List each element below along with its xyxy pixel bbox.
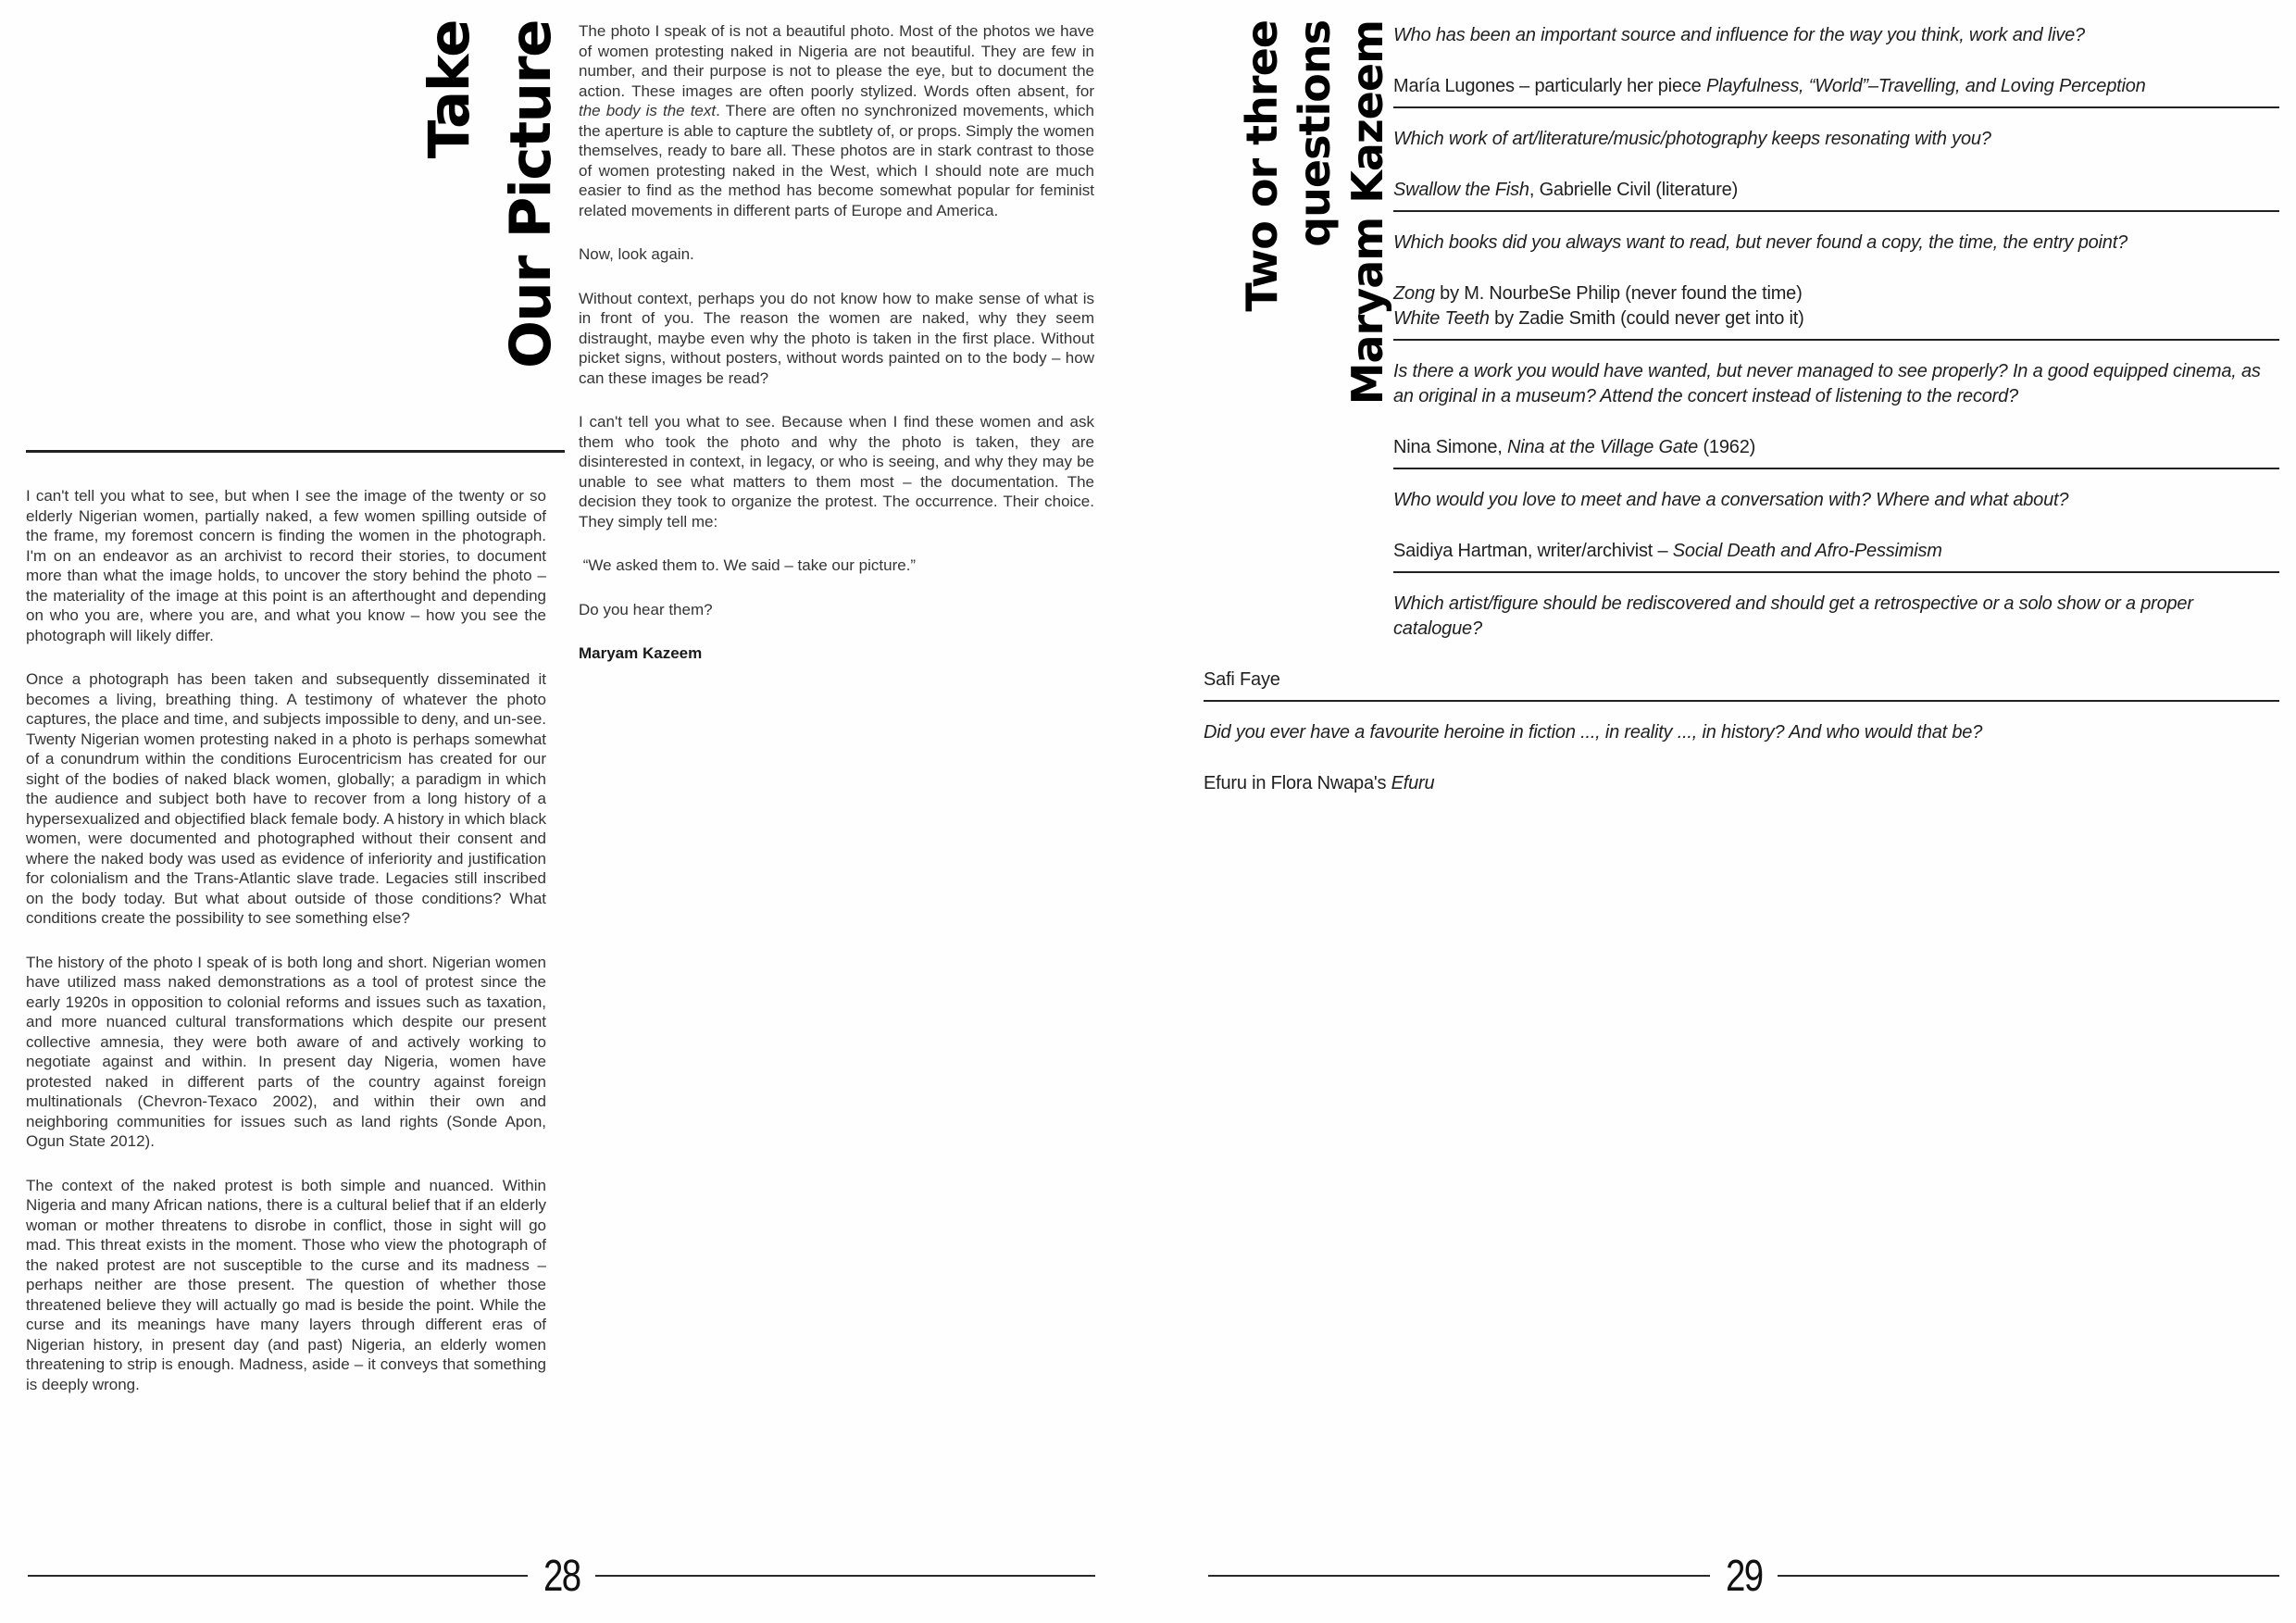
paragraph [579,289,1094,389]
title-line: Two or three [1237,20,1287,312]
paragraph [579,244,1094,265]
qa-question: Which work of art/literature/music/photography keeps resonating with you? [1393,129,1991,149]
text-run: Now, look again. [579,245,694,263]
italic-text-run: Zong [1393,283,1435,304]
title-line: Take [417,20,482,159]
qa-divider-rule [1204,700,2279,702]
paragraph [26,1176,546,1395]
qa-question: Which books did you always want to read, but never found a copy, the time, the entry point? [1393,232,2128,253]
text-run: I can't tell you what to see, but when I see the image of the twenty or so elderly Nigerian women, partially naked, a few women spilling outside of the frame, my foremost concern is finding the women in the photograph. I'm on an endeavor as an archivist to record their stories, to document more than what the image holds, to uncover the story behind the photo – the materiality of the image at this point is an afterthought and depending on who you are, where you are, and what you know – how you see the photograph will likely differ. [26,487,546,644]
text-run: Saidiya Hartman, writer/archivist – [1393,541,1673,561]
italic-text-run: Playfulness, “World”–Travelling, and Loving Perception [1705,76,2146,96]
text-run: Once a photograph has been taken and subsequently disseminated it becomes a living, breathing thing. A testimony of whatever the photo captures, the place and time, and subjects impossible to deny, and un-see. Twenty Nigerian women protesting naked in a photo is perhaps somewhat of a conundrum within the conditions Eurocentricism has created for our sight of the bodies of naked black women, globally; a paradigm in which the audience and subject both have to recover from a long history of a hypersexualized and objectified black female body. A history in which black women, were documented and photographed without their consent and where the naked body was used as evidence of inferiority and justification for colonialism and the Trans-Atlantic slave trade. Legacies still inscribed on the body today. But what about outside of those conditions? What conditions create the possibility to see something else? [26,670,546,927]
left-page-title [409,20,572,456]
text-run: The history of the photo I speak of is both long and short. Nigerian women have utilized mass naked demonstrations as a tool of protest since the early 1920s in opposition to colonial reforms and issues such as taxation, and more nuanced cultural transformations which despite our present collective amnesia, they were both aware of and actively working to negotiate against and within. In present day Nigeria, women have protested naked in different parts of the country against foreign multinationals (Chevron-Texaco 2002), and within their own and neighboring communities for issues such as land rights (Sonde Apon, Ogun State 2012). [26,953,546,1150]
paragraph [26,486,546,645]
footer-line [28,1575,528,1577]
qa-divider-rule [1393,571,2279,573]
text-run: . There are often no synchronized movements, which the aperture is able to capture the subtlety of, or props. Simply the women themselves, ready to bare all. These photos are in stark contrast to those of women protesting naked in the West, which I should note are much easier to find as the method has become somewhat popular for feminist related movements in different parts of Europe and America. [579,102,1094,219]
paragraph [579,412,1094,531]
text-run: (1962) [1698,437,1756,457]
qa-answer [1204,771,2279,796]
text-run: Efuru in Flora Nwapa's [1204,773,1391,793]
qa-answer [1204,668,2279,693]
left-column-1 [26,486,546,1418]
text-run: by Zadie Smith (could never get into it) [1489,308,1804,329]
qa-divider-rule [1393,468,2279,469]
qa-answer-line [1204,668,2279,693]
qa-divider-rule [1393,210,2279,212]
text-run: I can't tell you what to see. Because when I find these women and ask them who took the photo and why the photo is taken, they are disinterested in context, in legacy, or who is seeing, and why they may be unable to see what matters to them most – the documentation. The decision they took to organize the protest. The occurrence. Their choice. They simply tell me: [579,413,1094,531]
text-run: The context of the naked protest is both simple and nuanced. Within Nigeria and many African nations, there is a cultural belief that if an elderly woman or mother threatens to disrobe in conflict, those in sight will go mad. This threat exists in the moment. Those who view the photograph of the naked protest are not susceptible to the curse and its madness – perhaps neither are those present. The question of whether those threatened believe they will actually go mad is beside the point. While the curse and its meanings have many layers through different eras of Nigerian history, in present day (and past) Nigeria, an elderly women threatening to strip is enough. Madness, aside – it conveys that something is deeply wrong. [26,1176,546,1393]
paragraph [26,669,546,929]
paragraph [579,21,1094,220]
italic-text-run: White Teeth [1393,308,1490,329]
left-column-2 [579,21,1094,688]
footer-line [595,1575,1095,1577]
left-page-footer [28,1550,1095,1602]
title-line: Our Picture [498,20,564,368]
paragraph [579,556,1094,576]
title-line: Maryam Kazeem [1342,20,1392,406]
bold-text-run: Maryam Kazeem [579,644,703,662]
title-spacer [1204,23,1393,653]
right-page-footer [1208,1550,2279,1602]
footer-line [1778,1575,2279,1577]
qa-answer-line [1204,771,2279,796]
left-column-rule [26,450,565,453]
text-run: María Lugones – particularly her piece [1393,76,1706,96]
text-run: Without context, perhaps you do not know how to make sense of what is in front of you. The reason the women are naked, why they seem distraught, maybe even why the photo is taken in the first place. Without picket signs, without posters, without words painted on to the body – how can these images be read? [579,289,1094,387]
qa-question: Did you ever have a favourite heroine in fiction ..., in reality ..., in history? And who would that be? [1204,722,1983,743]
paragraph [579,643,1094,664]
italic-text-run: the body is the text [579,102,717,119]
qa-section [1204,0,2279,804]
qa-question: Is there a work you would have wanted, but never managed to see properly? In a good equipped cinema, as an original in a museum? Attend the concert instead of listening to the record? [1393,361,2261,406]
text-run: “We asked them to. We said – take our picture.” [579,556,917,574]
text-run: Safi Faye [1204,669,1280,690]
text-run: by M. NourbeSe Philip (never found the time) [1434,283,1803,304]
italic-text-run: Nina at the Village Gate [1507,437,1699,457]
page-number: 29 [1725,1551,1763,1601]
text-run: , Gabrielle Civil (literature) [1529,180,1739,200]
qa-question: Who would you love to meet and have a conversation with? Where and what about? [1393,490,2069,510]
qa-divider-rule [1393,106,2279,108]
page-number: 28 [543,1551,580,1601]
italic-text-run: Social Death and Afro-Pessimism [1672,541,1942,561]
italic-text-run: Efuru [1391,773,1435,793]
text-run: The photo I speak of is not a beautiful photo. Most of the photos we have of women protesting naked in Nigeria are not beautiful. They are few in number, and their purpose is not to please the eye, but to document the action. These images are often poorly stylized. Words often absent, for [579,22,1094,100]
text-run: Do you hear them? [579,600,713,618]
qa-divider-rule [1393,339,2279,341]
paragraph [26,953,546,1152]
qa-question: Which artist/figure should be rediscovered and should get a retrospective or a solo show or a proper catalogue? [1393,593,2193,639]
text-run: Nina Simone, [1393,437,1508,457]
paragraph [579,600,1094,620]
footer-line [1208,1575,1710,1577]
title-line: questions [1290,20,1340,247]
qa-question: Who has been an important source and influence for the way you think, work and live? [1393,25,2085,45]
italic-text-run: Swallow the Fish [1393,180,1529,200]
